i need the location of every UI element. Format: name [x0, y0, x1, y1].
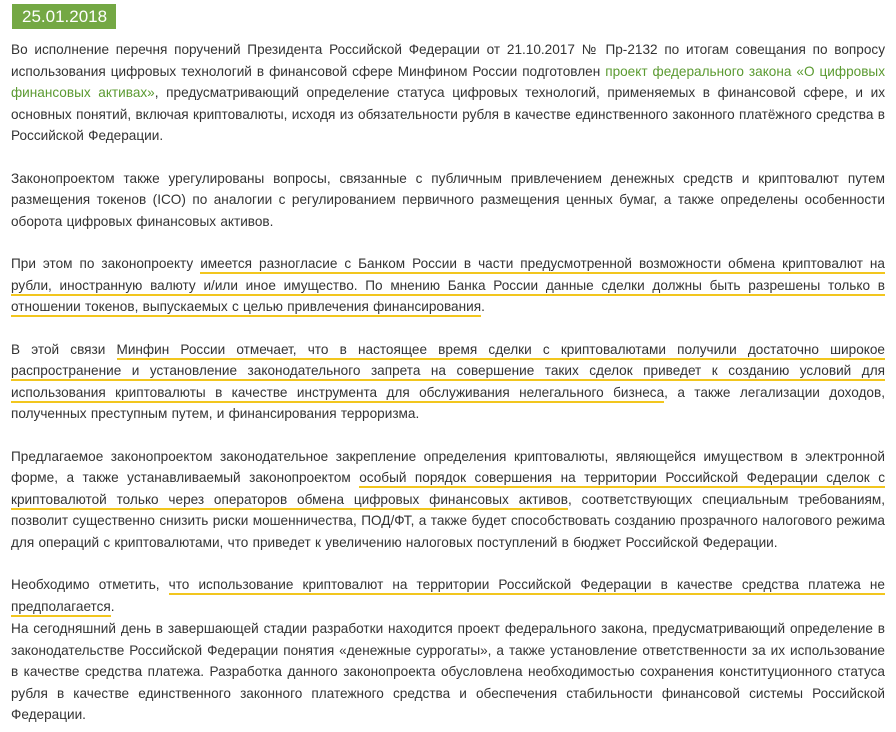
paragraph-1-text-start: Во исполнение перечня поручений Президента Российской Федерации от 21.10.2017 № Пр-2132 по итогам совещания по вопросу использования цифровых технологий в финансовой сфере Минфином России подготовлен — [11, 42, 885, 79]
paragraph-4-text-end: , а также легализации доходов, полученных преступным путем, и финансирования терроризма. — [11, 384, 885, 421]
highlighted-text: Минфин России отмечает, что в настоящее время сделки с криптовалютами получили достаточно широкое распространение и установление законодательного запрета на совершение таких сделок приведет к созданию условий для использования криптовалюты в качестве инструмента для обслуживания нелегального бизнеса — [11, 342, 885, 403]
paragraph-3 — [11, 253, 885, 318]
paragraph-5-text-start: Предлагаемое законопроектом законодательное закрепление определения криптовалюты, являющейся имуществом в электронной форме, а также устанавливаемый законопроектом — [11, 448, 885, 485]
paragraph-1-text-end: , предусматривающий определение статуса цифровых технологий, применяемых в финансовой сфере, и их основных понятий, включая криптовалюты, исходя из обязательности рубля в качестве единственного законного платёжного средства в Российской Федерации. — [11, 85, 885, 143]
paragraph-7: На сегодняшний день в завершающей стадии разработки находится проект федерального закона, предусматривающий определение в законодательстве Российской Федерации понятия «денежные суррогаты», а также установление ответственности за их использование в качестве средства платежа. Разработка данного законопроекта обусловлена необходимостью сохранения конституционного статуса рубля в качестве единственного законного платежного средства и обеспечения стабильности финансовой системы Российской Федерации. — [11, 621, 885, 722]
paragraph-4-text-start: В этой связи — [11, 341, 117, 357]
paragraph-2: Законопроектом также урегулированы вопросы, связанные с публичным привлечением денежных средств и криптовалют путем размещения токенов (ICO) по аналогии с регулированием первичного размещения ценных бумаг, а также определены особенности оборота цифровых финансовых активов. — [11, 170, 885, 229]
highlighted-text: что использование криптовалют на территории Российской Федерации в качестве средства платежа не предполагается — [11, 577, 885, 617]
draft-law-link[interactable]: проект федерального закона «О цифровых финансовых активах» — [11, 63, 885, 100]
paragraph-6-text-start: Необходимо отметить, — [11, 577, 169, 592]
paragraph-5 — [11, 446, 885, 554]
paragraph-6-text-end: . — [110, 598, 115, 614]
highlighted-text: имеется разногласие с Банком России в части предусмотренной возможности обмена криптовалют на рубли, иностранную валюту и/или иное имущество. По мнению Банка России данные сделки должны быть разрешены только в отношении токенов, выпускаемых с целью привлечения финансирования — [11, 256, 885, 317]
paragraph-3-text-start: При этом по законопроекту — [11, 256, 201, 271]
paragraph-3-text-end: . — [481, 299, 485, 314]
paragraph-4 — [11, 339, 885, 425]
date-badge: 25.01.2018 — [12, 4, 116, 29]
paragraph-5-text-end: , соответствующих специальным требованиям, позволит существенно снизить риски мошенничества, ПОД/ФТ, а также будет способствовать созданию прозрачного налогового режима для операций с криптовалютами, что приведет к увеличению налоговых поступлений в бюджет Российской Федерации. — [11, 491, 885, 550]
paragraph-6 — [11, 574, 885, 617]
highlighted-text: особый порядок совершения на территории Российской Федерации сделок с криптовалютой только через операторов обмена цифровых финансовых активов — [11, 470, 885, 510]
paragraph-1 — [11, 39, 885, 147]
